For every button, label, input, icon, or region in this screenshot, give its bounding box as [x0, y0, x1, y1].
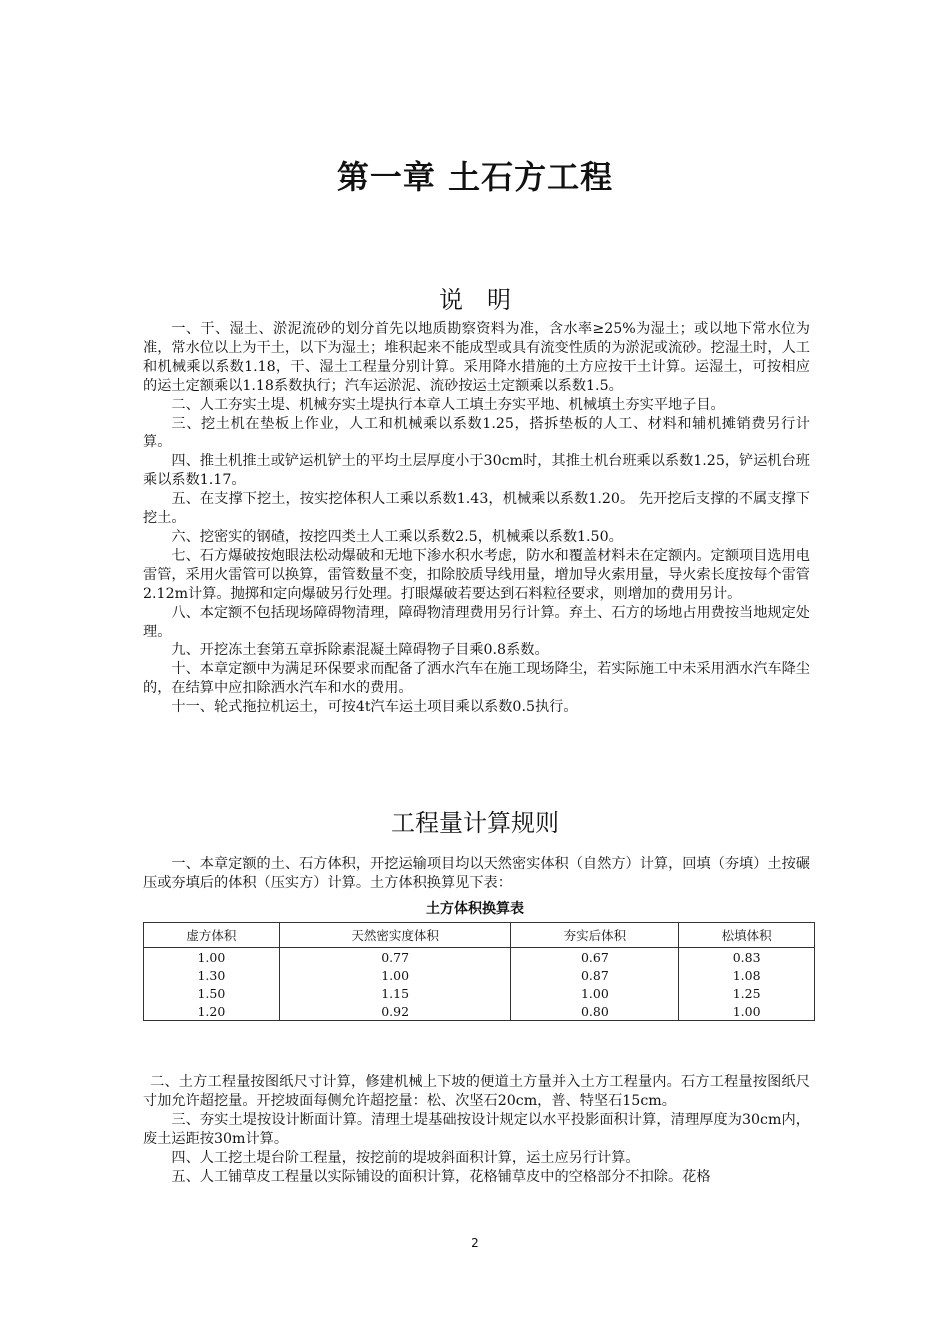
explanation-paragraph: 二、人工夯实土堤、机械夯实土堤执行本章人工填土夯实平地、机械填土夯实平地子目。 — [171, 396, 725, 413]
explanation-paragraph: 五、在支撑下挖土，按实挖体积人工乘以系数1.43，机械乘以系数1.20。 先开挖后支撑的不属支撑下挖土。 — [143, 491, 810, 527]
table-cell: 1.00 — [144, 948, 280, 967]
table-cell: 0.67 — [511, 948, 679, 967]
rules-paragraph: 四、人工挖土堤台阶工程量，按挖前的堤坡斜面积计算，运土应另行计算。 — [171, 1149, 640, 1166]
explanation-paragraph: 四、推土机推土或铲运机铲土的平均土层厚度小于30cm时，其推土机台班乘以系数1.25，铲运机台班乘以系数1.17。 — [143, 453, 810, 489]
table-cell: 1.00 — [679, 1002, 815, 1021]
table-cell: 0.92 — [279, 1002, 511, 1021]
table-cell: 0.80 — [511, 1002, 679, 1021]
explanation-paragraph: 七、石方爆破按炮眼法松动爆破和无地下渗水积水考虑，防水和覆盖材料未在定额内。定额项目选用电雷管，采用火雷管可以换算，雷管数量不变，扣除胶质导线用量，增加导火索用量，导火索长度按每个雷管2.12m计算。抛掷和定向爆破另行处理。打眼爆破若要达到石料粒径要求，则增加的费用另计。 — [143, 547, 810, 602]
rules-heading: 工程量计算规则 — [391, 809, 559, 837]
explanation-paragraph: 九、开挖冻土套第五章拆除素混凝土障碍物子目乘0.8系数。 — [171, 642, 549, 659]
conversion-table — [143, 922, 815, 1021]
explanation-body — [143, 320, 810, 717]
explanation-paragraph: 一、干、湿土、淤泥流砂的划分首先以地质勘察资料为准，含水率≥25%为湿土；或以地下常水位为准，常水位以上为干土，以下为湿土；堆积起来不能成型或具有流变性质的为淤泥或流砂。挖湿土时，人工和机械乘以系数1.18，干、湿土工程量分别计算。采用降水措施的土方应按干土计算。运湿土，可按相应的运土定额乘以1.18系数执行；汽车运淤泥、流砂按运土定额乘以系数1.5。 — [143, 321, 810, 394]
table-cell: 0.77 — [279, 948, 511, 967]
column-header: 夯实后体积 — [511, 923, 679, 948]
explanation-paragraph: 十、本章定额中为满足环保要求而配备了洒水汽车在施工现场降尘，若实际施工中未采用洒水汽车降尘的，在结算中应扣除洒水汽车和水的费用。 — [143, 661, 810, 697]
column-header: 松填体积 — [679, 923, 815, 948]
rules-intro-paragraph: 一、本章定额的土、石方体积，开挖运输项目均以天然密实体积（自然方）计算，回填（夯填）土按碾压或夯填后的体积（压实方）计算。土方体积换算见下表： — [143, 856, 810, 891]
table-cell: 1.08 — [679, 966, 815, 984]
column-header: 虚方体积 — [144, 923, 280, 948]
table-header-row — [144, 923, 815, 948]
rules-paragraph: 三、夯实土堤按设计断面计算。清理土堤基础按设计规定以水平投影面积计算，清理厚度为30cm内，废土运距按30m计算。 — [143, 1111, 810, 1147]
table-cell: 1.50 — [144, 984, 280, 1002]
explanation-paragraph: 六、挖密实的钢碴，按挖四类土人工乘以系数2.5，机械乘以系数1.50。 — [171, 528, 623, 545]
table-cell: 1.20 — [144, 1002, 280, 1021]
table-cell: 1.15 — [279, 984, 511, 1002]
table-cell: 1.00 — [511, 984, 679, 1002]
table-row — [144, 966, 815, 984]
rules-intro-block — [143, 855, 810, 893]
table-row — [144, 1002, 815, 1021]
table-cell: 0.83 — [679, 948, 815, 967]
table-cell: 1.00 — [279, 966, 511, 984]
column-header: 天然密实度体积 — [279, 923, 511, 948]
page-number: 2 — [471, 1236, 479, 1250]
table-row — [144, 984, 815, 1002]
rules-paragraph: 二、土方工程量按图纸尺寸计算，修建机械上下坡的便道土方量并入土方工程量内。石方工程量按图纸尺寸加允许超挖量。开挖坡面每侧允许超挖量：松、次坚石20cm，普、特坚石15cm。 — [143, 1074, 810, 1109]
explanation-paragraph: 八、本定额不包括现场障碍物清理，障碍物清理费用另行计算。弃土、石方的场地占用费按当地规定处理。 — [143, 604, 810, 640]
rules-body — [143, 1073, 810, 1186]
table-row — [144, 948, 815, 967]
table-cell: 1.25 — [679, 984, 815, 1002]
chapter-title: 第一章 土石方工程 — [336, 158, 614, 196]
explanation-paragraph: 三、挖土机在垫板上作业，人工和机械乘以系数1.25，搭拆垫板的人工、材料和辅机摊销费另行计算。 — [143, 415, 810, 451]
table-cell: 1.30 — [144, 966, 280, 984]
explanation-heading: 说 明 — [439, 286, 511, 314]
table-cell: 0.87 — [511, 966, 679, 984]
rules-paragraph: 五、人工铺草皮工程量以实际铺设的面积计算，花格铺草皮中的空格部分不扣除。花格 — [171, 1168, 711, 1185]
explanation-paragraph: 十一、轮式拖拉机运土，可按4t汽车运土项目乘以系数0.5执行。 — [171, 699, 578, 716]
table-caption: 土方体积换算表 — [426, 901, 524, 917]
